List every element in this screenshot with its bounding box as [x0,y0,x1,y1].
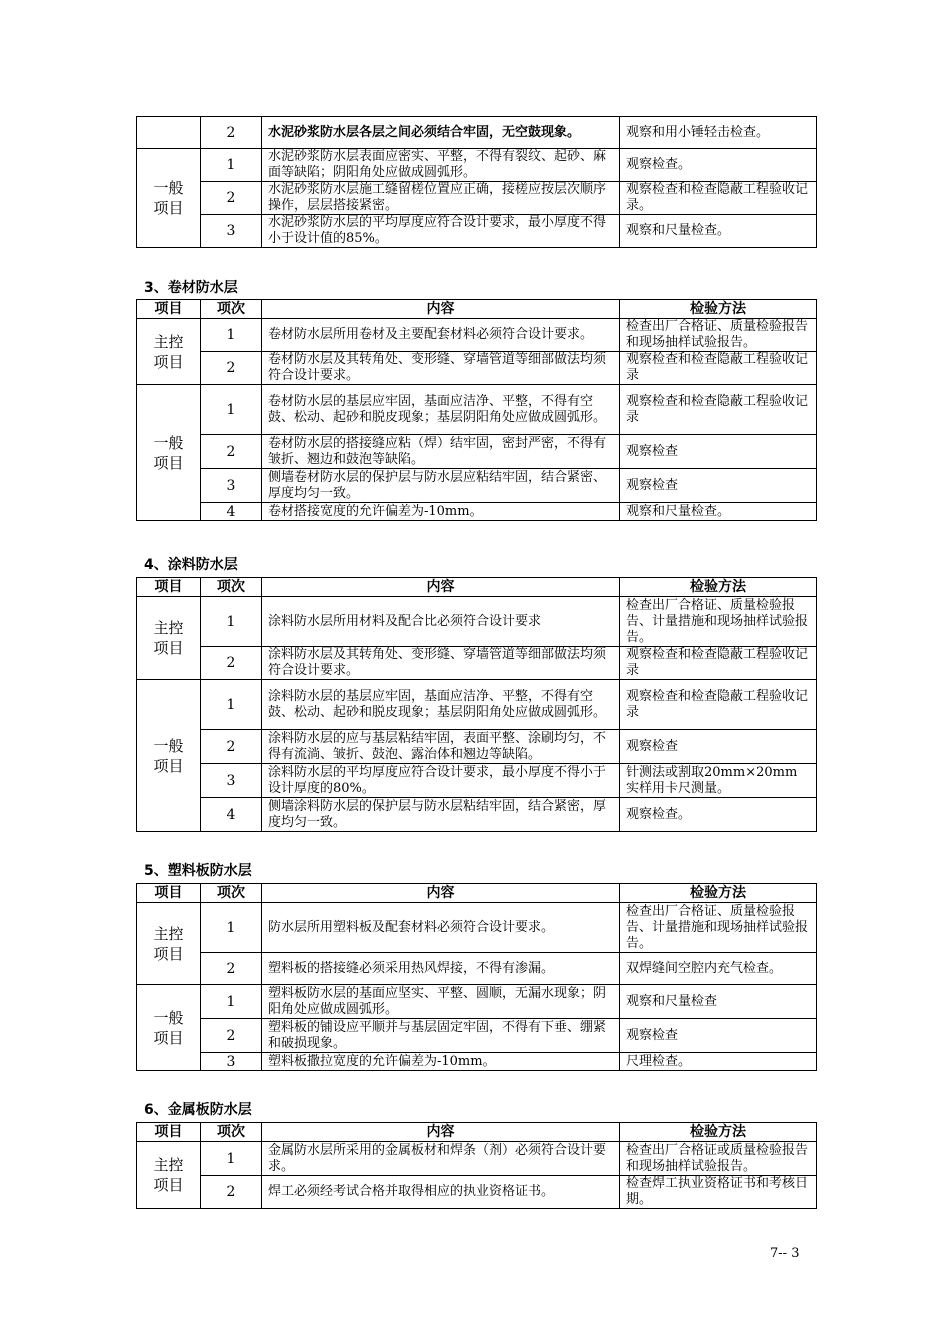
row-number: 3 [201,215,262,248]
row-content: 卷材防水层及其转角处、变形缝、穿墙管道等细部做法均须符合设计要求。 [262,352,620,385]
row-number: 3 [201,764,262,798]
header-seq: 项次 [201,884,262,903]
row-method: 观察检查 [620,469,817,503]
row-number: 1 [201,680,262,730]
row-method: 观察和尺量检查。 [620,215,817,248]
row-method: 观察检查和检查隐蔽工程验收记录。 [620,182,817,215]
section-title-5: 5、塑料板防水层 [144,863,252,879]
header-item: 项目 [137,578,201,597]
header-seq: 项次 [201,300,262,319]
row-number: 4 [201,798,262,832]
row-number: 1 [201,903,262,953]
header-content: 内容 [262,578,620,597]
group-cell-general: 一般 项目 [137,985,201,1071]
table-section3 [136,299,816,521]
row-method: 观察检查。 [620,798,817,832]
table-row [137,764,817,798]
header-content: 内容 [262,884,620,903]
header-method: 检验方法 [620,300,817,319]
row-method: 检查出厂合格证、质量检验报告和现场抽样试验报告。 [620,319,817,352]
header-seq: 项次 [201,1123,262,1142]
table-row [137,730,817,764]
group-cell-main: 主控 项目 [137,1142,201,1209]
group-cell-main: 主控 项目 [137,319,201,385]
table-row [137,903,817,953]
row-content: 卷材防水层的搭接缝应粘（焊）结牢固，密封严密，不得有皱折、翘边和鼓泡等缺陷。 [262,435,620,469]
row-method: 观察检查和检查隐蔽工程验收记录 [620,385,817,435]
row-number: 3 [201,1053,262,1071]
table-row [137,1142,817,1176]
row-method: 检查出厂合格证、质量检验报告、计量措施和现场抽样试验报告。 [620,903,817,953]
row-number: 2 [201,647,262,680]
row-content: 侧墙卷材防水层的保护层与防水层应粘结牢固，结合紧密、厚度均匀一致。 [262,469,620,503]
row-number: 2 [201,182,262,215]
table-row [137,953,817,985]
table-row [137,182,817,215]
row-content: 塑料板防水层的基面应坚实、平整、圆顺，无漏水现象；阴阳角处应做成圆弧形。 [262,985,620,1019]
row-content: 水泥砂浆防水层表面应密实、平整，不得有裂纹、起砂、麻面等缺陷；阴阳角处应做成圆弧形。 [262,149,620,182]
table-row [137,680,817,730]
row-number: 1 [201,985,262,1019]
row-method: 检查出厂合格证或质量检验报告和现场抽样试验报告。 [620,1142,817,1176]
row-content: 卷材防水层所用卷材及主要配套材料必须符合设计要求。 [262,319,620,352]
table-row [137,597,817,647]
row-method: 观察检查 [620,1019,817,1053]
row-content: 水泥砂浆防水层施工缝留槎位置应正确，接槎应按层次顺序操作，层层搭接紧密。 [262,182,620,215]
table-section6 [136,1122,816,1209]
header-item: 项目 [137,300,201,319]
group-cell-general: 一般 项目 [137,149,201,248]
header-method: 检验方法 [620,578,817,597]
table-section4 [136,577,816,832]
row-content: 涂料防水层的基层应牢固，基面应洁净、平整，不得有空鼓、松动、起砂和脱皮现象；基层阴阳角处应做成圆弧形。 [262,680,620,730]
row-method: 观察检查 [620,435,817,469]
table-header-row [137,300,817,319]
row-method: 观察和用小锤轻击检查。 [620,117,817,149]
row-method: 观察检查和检查隐蔽工程验收记录 [620,680,817,730]
row-number: 1 [201,1142,262,1176]
row-method: 观察检查 [620,730,817,764]
row-content: 水泥砂浆防水层的平均厚度应符合设计要求，最小厚度不得小于设计值的85%。 [262,215,620,248]
page-number: 7-- 3 [770,1246,800,1261]
table-row [137,798,817,832]
row-number: 2 [201,117,262,149]
table-row [137,117,817,149]
row-method: 针测法或割取20mm×20mm实样用卡尺测量。 [620,764,817,798]
table-row [137,1019,817,1053]
row-content: 水泥砂浆防水层各层之间必须结合牢固，无空鼓现象。 [262,117,620,149]
table-header-row [137,578,817,597]
row-method: 观察和尺量检查。 [620,503,817,521]
row-number: 1 [201,385,262,435]
table-row [137,1176,817,1209]
row-content: 焊工必须经考试合格并取得相应的执业资格证书。 [262,1176,620,1209]
row-number: 2 [201,435,262,469]
row-number: 2 [201,1176,262,1209]
group-cell-general: 一般 项目 [137,680,201,832]
table-section2-cont [136,116,816,248]
row-method: 尺理检查。 [620,1053,817,1071]
header-content: 内容 [262,300,620,319]
section-title-4: 4、涂料防水层 [144,557,238,573]
table-row [137,352,817,385]
row-content: 卷材搭接宽度的允许偏差为-10mm。 [262,503,620,521]
row-content: 塑料板的铺设应平顺并与基层固定牢固，不得有下垂、绷紧和破损现象。 [262,1019,620,1053]
table-row [137,435,817,469]
row-content: 防水层所用塑料板及配套材料必须符合设计要求。 [262,903,620,953]
row-content: 涂料防水层的应与基层粘结牢固，表面平整、涂刷均匀，不得有流淌、皱折、鼓泡、露治体和翘边等缺陷。 [262,730,620,764]
table-row [137,1053,817,1071]
row-method: 观察检查和检查隐蔽工程验收记录 [620,647,817,680]
table-row [137,647,817,680]
table-row [137,149,817,182]
header-content: 内容 [262,1123,620,1142]
header-seq: 项次 [201,578,262,597]
row-content: 涂料防水层及其转角处、变形缝、穿墙管道等细部做法均须符合设计要求。 [262,647,620,680]
row-content: 塑料板的搭接缝必须采用热风焊接，不得有渗漏。 [262,953,620,985]
section-title-3: 3、卷材防水层 [144,280,238,296]
row-content: 卷材防水层的基层应牢固，基面应洁净、平整，不得有空鼓、松动、起砂和脱皮现象；基层阴阳角处应做成圆弧形。 [262,385,620,435]
table-row [137,215,817,248]
row-number: 4 [201,503,262,521]
table-section5 [136,883,816,1071]
table-row [137,503,817,521]
row-content: 涂料防水层的平均厚度应符合设计要求，最小厚度不得小于设计厚度的80%。 [262,764,620,798]
group-cell-main: 主控 项目 [137,597,201,680]
table-header-row [137,1123,817,1142]
row-number: 2 [201,730,262,764]
row-method: 观察检查和检查隐蔽工程验收记录 [620,352,817,385]
row-number: 2 [201,352,262,385]
table-row [137,319,817,352]
section-title-6: 6、金属板防水层 [144,1102,252,1118]
group-cell-main: 主控 项目 [137,903,201,985]
row-method: 检查出厂合格证、质量检验报告、计量措施和现场抽样试验报告。 [620,597,817,647]
group-cell-blank [137,117,201,149]
row-method: 观察和尺量检查 [620,985,817,1019]
table-header-row [137,884,817,903]
table-row [137,985,817,1019]
row-number: 3 [201,469,262,503]
header-method: 检验方法 [620,884,817,903]
group-cell-general: 一般 项目 [137,385,201,521]
row-number: 1 [201,597,262,647]
row-number: 1 [201,319,262,352]
row-number: 2 [201,953,262,985]
row-method: 观察检查。 [620,149,817,182]
row-method: 双焊缝间空腔内充气检查。 [620,953,817,985]
table-row [137,385,817,435]
row-content: 塑料板撒拉宽度的允许偏差为-10mm。 [262,1053,620,1071]
row-number: 2 [201,1019,262,1053]
header-item: 项目 [137,1123,201,1142]
header-method: 检验方法 [620,1123,817,1142]
row-method: 检查焊工执业资格证书和考核日期。 [620,1176,817,1209]
row-content: 金属防水层所采用的金属板材和焊条（剂）必须符合设计要求。 [262,1142,620,1176]
row-number: 1 [201,149,262,182]
header-item: 项目 [137,884,201,903]
row-content: 侧墙涂料防水层的保护层与防水层粘结牢固，结合紧密，厚度均匀一致。 [262,798,620,832]
row-content: 涂料防水层所用材料及配合比必须符合设计要求 [262,597,620,647]
table-row [137,469,817,503]
